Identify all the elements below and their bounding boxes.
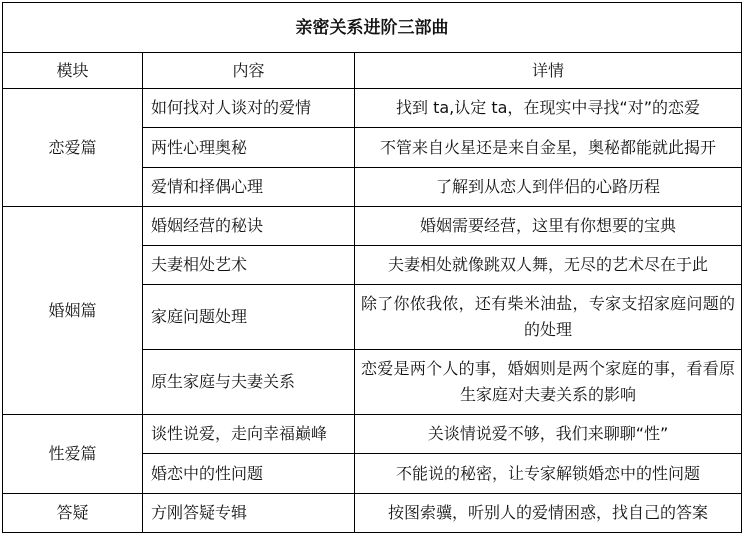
detail-cell: 恋爱是两个人的事，婚姻则是两个家庭的事，看看原生家庭对夫妻关系的影响 [355,350,742,415]
table-row [3,206,742,245]
module-cell-romance: 恋爱篇 [3,89,143,207]
content-cell: 两性心理奥秘 [143,128,355,167]
table-row [3,415,742,454]
content-cell: 家庭问题处理 [143,285,355,350]
detail-cell: 夫妻相处就像跳双人舞，无尽的艺术尽在于此 [355,246,742,285]
header-module: 模块 [3,53,143,89]
content-cell: 谈性说爱，走向幸福巅峰 [143,415,355,454]
detail-cell: 不管来自火星还是来自金星，奥秘都能就此揭开 [355,128,742,167]
content-cell: 夫妻相处艺术 [143,246,355,285]
detail-cell: 不能说的秘密，让专家解锁婚恋中的性问题 [355,454,742,493]
content-cell: 婚恋中的性问题 [143,454,355,493]
content-cell: 爱情和择偶心理 [143,167,355,206]
module-cell-sex: 性爱篇 [3,415,143,493]
content-cell: 如何找对人谈对的爱情 [143,89,355,128]
detail-cell: 婚姻需要经营，这里有你想要的宝典 [355,206,742,245]
table-title: 亲密关系进阶三部曲 [3,3,742,53]
detail-cell: 按图索骥，听别人的爱情困惑，找自己的答案 [355,493,742,532]
table-row [3,89,742,128]
content-cell: 婚姻经营的秘诀 [143,206,355,245]
content-cell: 方刚答疑专辑 [143,493,355,532]
module-cell-qa: 答疑 [3,493,143,532]
detail-cell: 关谈情说爱不够，我们来聊聊“性” [355,415,742,454]
module-cell-marriage: 婚姻篇 [3,206,143,414]
detail-cell: 找到 ta,认定 ta，在现实中寻找“对”的恋爱 [355,89,742,128]
content-cell: 原生家庭与夫妻关系 [143,350,355,415]
header-content: 内容 [143,53,355,89]
header-detail: 详情 [355,53,742,89]
detail-cell: 除了你侬我侬，还有柴米油盐，专家支招家庭问题的的处理 [355,285,742,350]
detail-cell: 了解到从恋人到伴侣的心路历程 [355,167,742,206]
table-row [3,493,742,532]
course-table [2,2,742,533]
